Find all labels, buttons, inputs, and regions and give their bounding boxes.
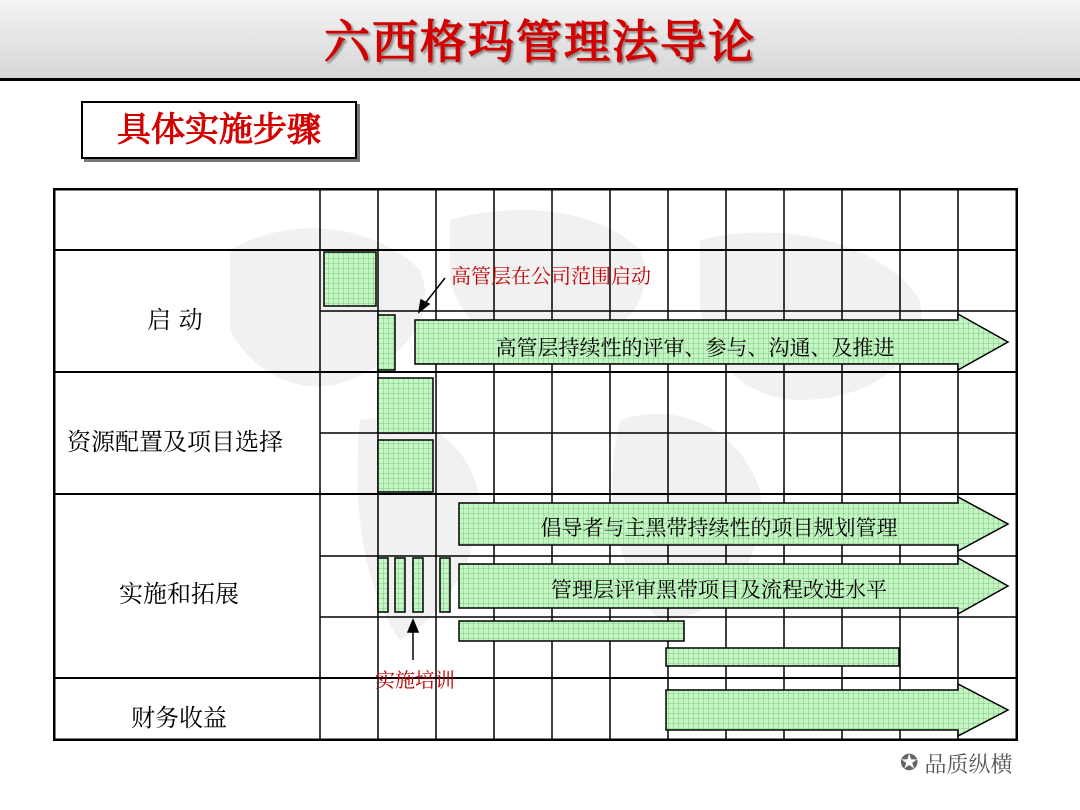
launch-block bbox=[324, 252, 376, 306]
implement-bar-1 bbox=[459, 621, 684, 641]
training-annotation: 实施培训 bbox=[375, 668, 455, 692]
row-label-finance: 财务收益 bbox=[131, 704, 227, 732]
launch-pointer-line bbox=[423, 278, 445, 306]
title-bar bbox=[0, 0, 1080, 81]
implement-bar-2 bbox=[666, 648, 899, 666]
startup-small-block bbox=[378, 315, 395, 370]
exec-review-bar-label: 高管层持续性的评审、参与、沟通、及推进 bbox=[495, 336, 895, 360]
row-label-implement: 实施和拓展 bbox=[119, 580, 239, 608]
finance-arrow bbox=[666, 684, 1008, 736]
training-block bbox=[440, 558, 450, 612]
row-label-resources: 资源配置及项目选择 bbox=[67, 428, 283, 456]
section-title-box bbox=[81, 101, 357, 159]
mgmt-review-bar-label: 管理层评审黑带项目及流程改进水平 bbox=[551, 578, 887, 602]
training-block bbox=[413, 558, 423, 612]
resource-block-2 bbox=[378, 440, 433, 492]
launch-annotation: 高管层在公司范围启动 bbox=[451, 264, 651, 288]
training-block bbox=[395, 558, 405, 612]
row-label-startup: 启 动 bbox=[147, 306, 203, 334]
logo-text: 品质纵横 bbox=[924, 753, 1013, 778]
section-title: 具体实施步骤 bbox=[117, 110, 321, 150]
training-pointer-head bbox=[408, 620, 418, 632]
training-block bbox=[378, 558, 388, 612]
resource-block-1 bbox=[378, 378, 433, 433]
wechat-icon: ✪ bbox=[900, 751, 919, 776]
champion-planning-bar-label: 倡导者与主黑带持续性的项目规划管理 bbox=[540, 516, 898, 540]
wechat-logo bbox=[900, 748, 1012, 779]
page-title: 六西格玛管理法导论 bbox=[324, 15, 756, 69]
implementation-timeline bbox=[53, 188, 1018, 741]
launch-pointer-head bbox=[419, 300, 429, 312]
